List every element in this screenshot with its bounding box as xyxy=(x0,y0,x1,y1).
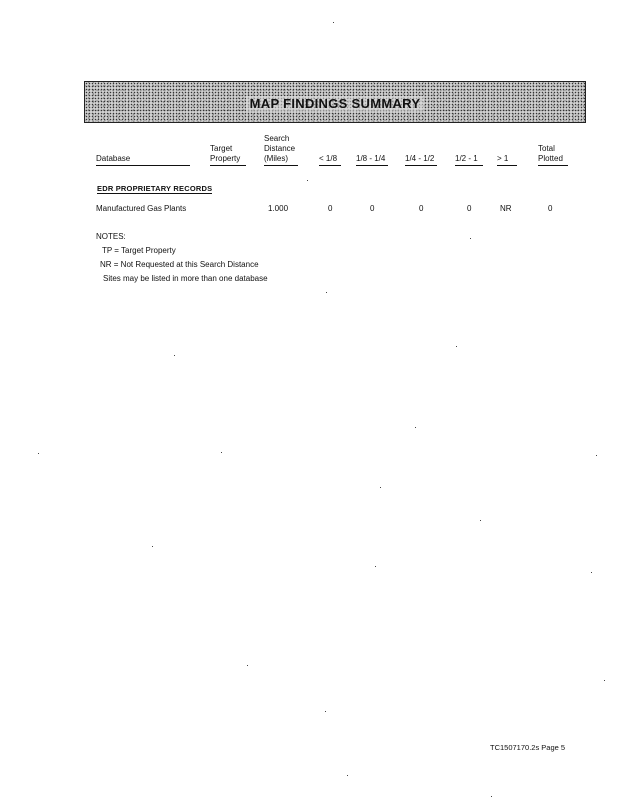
header-1-4-1-2: 1/4 - 1/2 xyxy=(405,154,437,166)
cell-1-2-1: 0 xyxy=(467,204,472,213)
cell-total-plotted: 0 xyxy=(548,204,553,213)
cell-1-4-1-2: 0 xyxy=(419,204,424,213)
header-total-plotted: Total Plotted xyxy=(538,144,568,166)
note-line: Sites may be listed in more than one database xyxy=(103,274,268,283)
header-lt-1-8: < 1/8 xyxy=(319,154,341,166)
header-search-distance: Search Distance (Miles) xyxy=(264,134,298,166)
header-database: Database xyxy=(96,154,190,166)
header-gt-1: > 1 xyxy=(497,154,517,166)
note-line: TP = Target Property xyxy=(102,246,176,255)
header-target-property: Target Property xyxy=(210,144,246,166)
cell-gt-1: NR xyxy=(500,204,512,213)
section-title: EDR PROPRIETARY RECORDS xyxy=(97,184,213,193)
cell-database: Manufactured Gas Plants xyxy=(96,204,187,213)
banner-title: MAP FINDINGS SUMMARY xyxy=(246,96,425,111)
header-1-8-1-4: 1/8 - 1/4 xyxy=(356,154,388,166)
notes-title: NOTES: xyxy=(96,232,126,241)
cell-search-distance: 1.000 xyxy=(268,204,289,213)
notes xyxy=(96,230,268,286)
cell-lt-1-8: 0 xyxy=(328,204,333,213)
note-line: NR = Not Requested at this Search Distance xyxy=(100,260,259,269)
header-1-2-1: 1/2 - 1 xyxy=(455,154,483,166)
cell-1-8-1-4: 0 xyxy=(370,204,375,213)
summary-banner xyxy=(84,81,586,123)
page-footer: TC1507170.2s Page 5 xyxy=(490,743,566,752)
